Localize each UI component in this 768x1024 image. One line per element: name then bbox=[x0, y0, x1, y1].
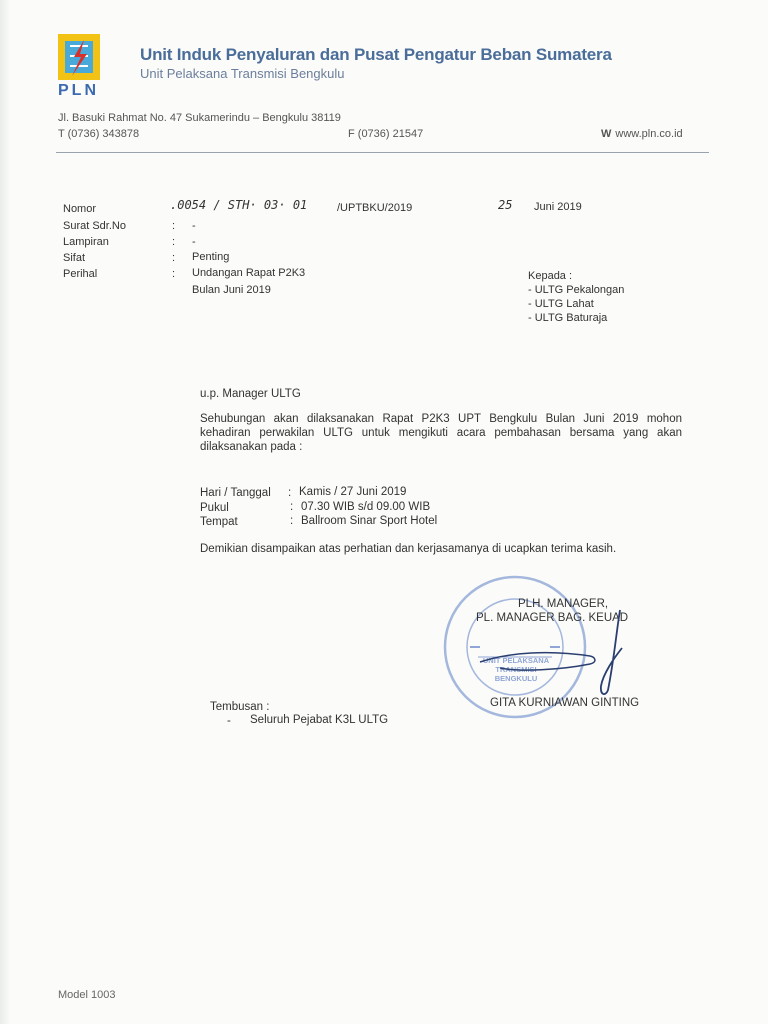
nomor-handwritten: .0054 / STH· 03· 01 bbox=[170, 198, 308, 212]
recipients-label: Kepada : bbox=[528, 270, 573, 282]
org-subtitle: Unit Pelaksana Transmisi Bengkulu bbox=[140, 66, 345, 81]
surat-value: - bbox=[192, 220, 196, 232]
tembusan-item: Seluruh Pejabat K3L ULTG bbox=[250, 714, 389, 726]
perihal-line2: Bulan Juni 2019 bbox=[192, 284, 271, 296]
signatory-title-1: PLH. MANAGER, bbox=[518, 598, 609, 610]
hari-label: Hari / Tanggal bbox=[200, 487, 271, 499]
perihal-label: Perihal bbox=[63, 268, 98, 280]
pukul-label: Pukul bbox=[200, 502, 229, 514]
date-day: 25 bbox=[498, 198, 513, 212]
sifat-colon: : bbox=[172, 252, 176, 264]
surat-label: Surat Sdr.No bbox=[63, 220, 126, 232]
nomor-label: Nomor bbox=[63, 203, 97, 215]
nomor-suffix: /UPTBKU/2019 bbox=[337, 202, 413, 214]
recipient-item: - ULTG Lahat bbox=[528, 298, 594, 310]
website bbox=[601, 128, 683, 140]
lampiran-colon: : bbox=[172, 236, 176, 248]
lampiran-value: - bbox=[192, 236, 196, 248]
lampiran-label: Lampiran bbox=[63, 236, 109, 248]
website-url: www.pln.co.id bbox=[615, 128, 683, 140]
recipient-item: - ULTG Baturaja bbox=[528, 312, 608, 324]
date-month-year: Juni 2019 bbox=[534, 201, 582, 213]
address: Jl. Basuki Rahmat No. 47 Sukamerindu – Bengkulu 38119 bbox=[58, 112, 341, 124]
tembusan-label: Tembusan : bbox=[210, 701, 270, 713]
hari-value: Kamis / 27 Juni 2019 bbox=[299, 486, 407, 498]
phone: T (0736) 343878 bbox=[58, 128, 140, 140]
perihal-line1: Undangan Rapat P2K3 bbox=[192, 267, 306, 279]
tempat-colon: : bbox=[290, 515, 294, 527]
sifat-label: Sifat bbox=[63, 252, 86, 264]
fax: F (0736) 21547 bbox=[348, 128, 424, 140]
handwritten-signature bbox=[470, 600, 630, 710]
tembusan-dash: - bbox=[227, 715, 231, 727]
page-edge bbox=[0, 0, 10, 1024]
signatory-title-2: PL. MANAGER BAG. KEUAD bbox=[476, 612, 629, 624]
tempat-value: Ballroom Sinar Sport Hotel bbox=[301, 515, 438, 527]
sifat-value: Penting bbox=[192, 251, 230, 263]
closing-text: Demikian disampaikan atas perhatian dan kerjasamanya di ucapkan terima kasih. bbox=[200, 543, 617, 555]
form-model-number: Model 1003 bbox=[58, 989, 116, 1001]
tempat-label: Tempat bbox=[200, 516, 238, 528]
body-paragraph: Sehubungan akan dilaksanakan Rapat P2K3 UPT Bengkulu Bulan Juni 2019 mohon kehadiran perwakilan ULTG untuk mengikuti acara pembahasan bersama yang akan dilaksanakan pada : bbox=[200, 413, 682, 453]
website-prefix: W bbox=[601, 128, 612, 140]
org-title: Unit Induk Penyaluran dan Pusat Pengatur Beban Sumatera bbox=[140, 45, 612, 64]
recipient-item: - ULTG Pekalongan bbox=[528, 284, 625, 296]
perihal-colon: : bbox=[172, 268, 176, 280]
stamp-inner-text: UNIT PELAKSANA TRANSMISI BENGKULU bbox=[482, 656, 550, 683]
attention-line: u.p. Manager ULTG bbox=[200, 388, 301, 400]
header-divider bbox=[56, 152, 709, 153]
signatory-name: GITA KURNIAWAN GINTING bbox=[490, 697, 640, 709]
hari-colon: : bbox=[288, 487, 292, 499]
surat-colon: : bbox=[172, 220, 176, 232]
pukul-value: 07.30 WIB s/d 09.00 WIB bbox=[301, 501, 431, 513]
logo-text: PLN bbox=[58, 82, 99, 99]
pukul-colon: : bbox=[290, 501, 294, 513]
